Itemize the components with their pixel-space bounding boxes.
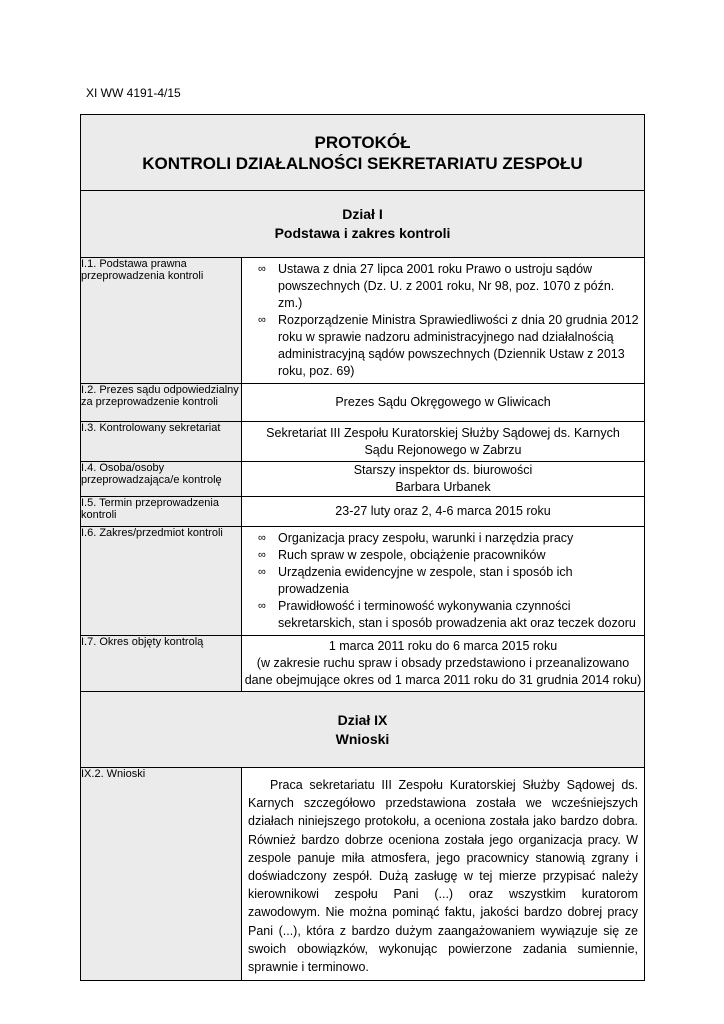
list-item: ∞ Ruch spraw w zespole, obciążenie pracowników: [258, 548, 546, 562]
section9-heading: Dział IX: [337, 711, 388, 728]
scope-label: I.6. Zakres/przedmiot kontroli: [81, 527, 242, 636]
inspector-value: Starszy inspektor ds. biurowości Barbara Urbanek: [242, 462, 645, 497]
section9-header-cell: [81, 692, 645, 768]
row-term: [81, 497, 645, 527]
row-conclusions: [81, 768, 645, 981]
title-row: [81, 115, 645, 191]
list-item: ∞ Organizacja pracy zespołu, warunki i narzędzia pracy: [258, 531, 574, 545]
period-value: 1 marca 2011 roku do 6 marca 2015 roku (w zakresie ruchu spraw i obsady przedstawiono i przeanalizowano dane obejmujące okres od 1 marca 2011 roku do 31 grudnia 2014 roku): [242, 636, 645, 692]
scope-list: [242, 527, 644, 635]
legal-basis-value: [242, 258, 645, 384]
document-reference-number: XI WW 4191-4/15: [86, 86, 181, 100]
infinity-bullet-icon: ∞: [258, 566, 266, 578]
title-cell: [81, 115, 645, 191]
list-item: ∞ Urządzenia ewidencyjne w zespole, stan i sposób ich prowadzenia: [258, 565, 573, 596]
infinity-bullet-icon: ∞: [258, 263, 266, 275]
section1-header-row: [81, 191, 645, 258]
row-secretariat: [81, 422, 645, 462]
secretariat-label: I.3. Kontrolowany sekretariat: [81, 422, 242, 462]
section9-subheading: Wnioski: [335, 730, 390, 747]
row-scope: [81, 527, 645, 636]
period-label: I.7. Okres objęty kontrolą: [81, 636, 242, 692]
section1-subheading: Podstawa i zakres kontroli: [274, 225, 451, 241]
infinity-bullet-icon: ∞: [258, 314, 266, 326]
section1-header-cell: [81, 191, 645, 258]
protocol-table: [80, 114, 645, 981]
row-period: [81, 636, 645, 692]
secretariat-value: Sekretariat III Zespołu Kuratorskiej Służby Sądowej ds. Karnych Sądu Rejonowego w Zabrzu: [242, 422, 645, 462]
section1-heading: Dział I: [342, 206, 383, 222]
document-title-line2: KONTROLI DZIAŁALNOŚCI SEKRETARIATU ZESPOŁU: [142, 153, 583, 173]
row-president: [81, 384, 645, 422]
list-item: ∞ Rozporządzenie Ministra Sprawiedliwości z dnia 20 grudnia 2012 roku w sprawie nadzoru administracyjnego nad działalnością administracyjną sądów powszechnych (Dziennik Ustaw z 2013 roku, poz. 69): [258, 313, 639, 378]
conclusions-value: [242, 768, 645, 981]
conclusions-label: IX.2. Wnioski: [81, 768, 242, 981]
president-label: I.2. Prezes sądu odpowiedzialny za przeprowadzenie kontroli: [81, 384, 242, 422]
legal-basis-label: I.1. Podstawa prawna przeprowadzenia kontroli: [81, 258, 242, 384]
president-value: Prezes Sądu Okręgowego w Gliwicach: [242, 384, 645, 422]
document-title-line1: PROTOKÓŁ: [314, 132, 411, 152]
legal-basis-list: [242, 258, 644, 383]
conclusions-text: Praca sekretariatu III Zespołu Kuratorskiej Służby Sądowej ds. Karnych szczegółowo przedstawiona została we wcześniejszych działach niniejszego protokołu, a oceniona została jako bardzo dobra. Również bardzo dobrze oceniona została jego organizacja pracy. W zespole panuje miła atmosfera, jego pracownicy stanowią zgrany i doświadczony zespół. Dużą zasługę w tej mierze przypisać należy kierownikowi zespołu Pani (...) oraz wszystkim kuratorom zawodowym. Nie można pominąć faktu, jakości bardzo dobrej pracy Pani (...), która z bardzo dużym zaangażowaniem wywiązuje się ze swoich obowiązków, wykonując powierzone zadania sumiennie, sprawnie i terminowo.: [248, 778, 638, 975]
infinity-bullet-icon: ∞: [258, 600, 266, 612]
row-legal-basis: [81, 258, 645, 384]
list-item: ∞ Prawidłowość i terminowość wykonywania czynności sekretarskich, stan i sposób prowadzenia akt oraz teczek dozoru: [258, 599, 636, 630]
list-item: ∞ Ustawa z dnia 27 lipca 2001 roku Prawo o ustroju sądów powszechnych (Dz. U. z 2001 roku, Nr 98, poz. 1070 z późn. zm.): [258, 262, 615, 310]
section9-header-row: [81, 692, 645, 768]
infinity-bullet-icon: ∞: [258, 549, 266, 561]
row-inspector: [81, 462, 645, 497]
term-value: 23-27 luty oraz 2, 4-6 marca 2015 roku: [242, 497, 645, 527]
inspector-label: I.4. Osoba/osoby przeprowadzająca/e kontrolę: [81, 462, 242, 497]
infinity-bullet-icon: ∞: [258, 532, 266, 544]
scope-value: [242, 527, 645, 636]
term-label: I.5. Termin przeprowadzenia kontroli: [81, 497, 242, 527]
